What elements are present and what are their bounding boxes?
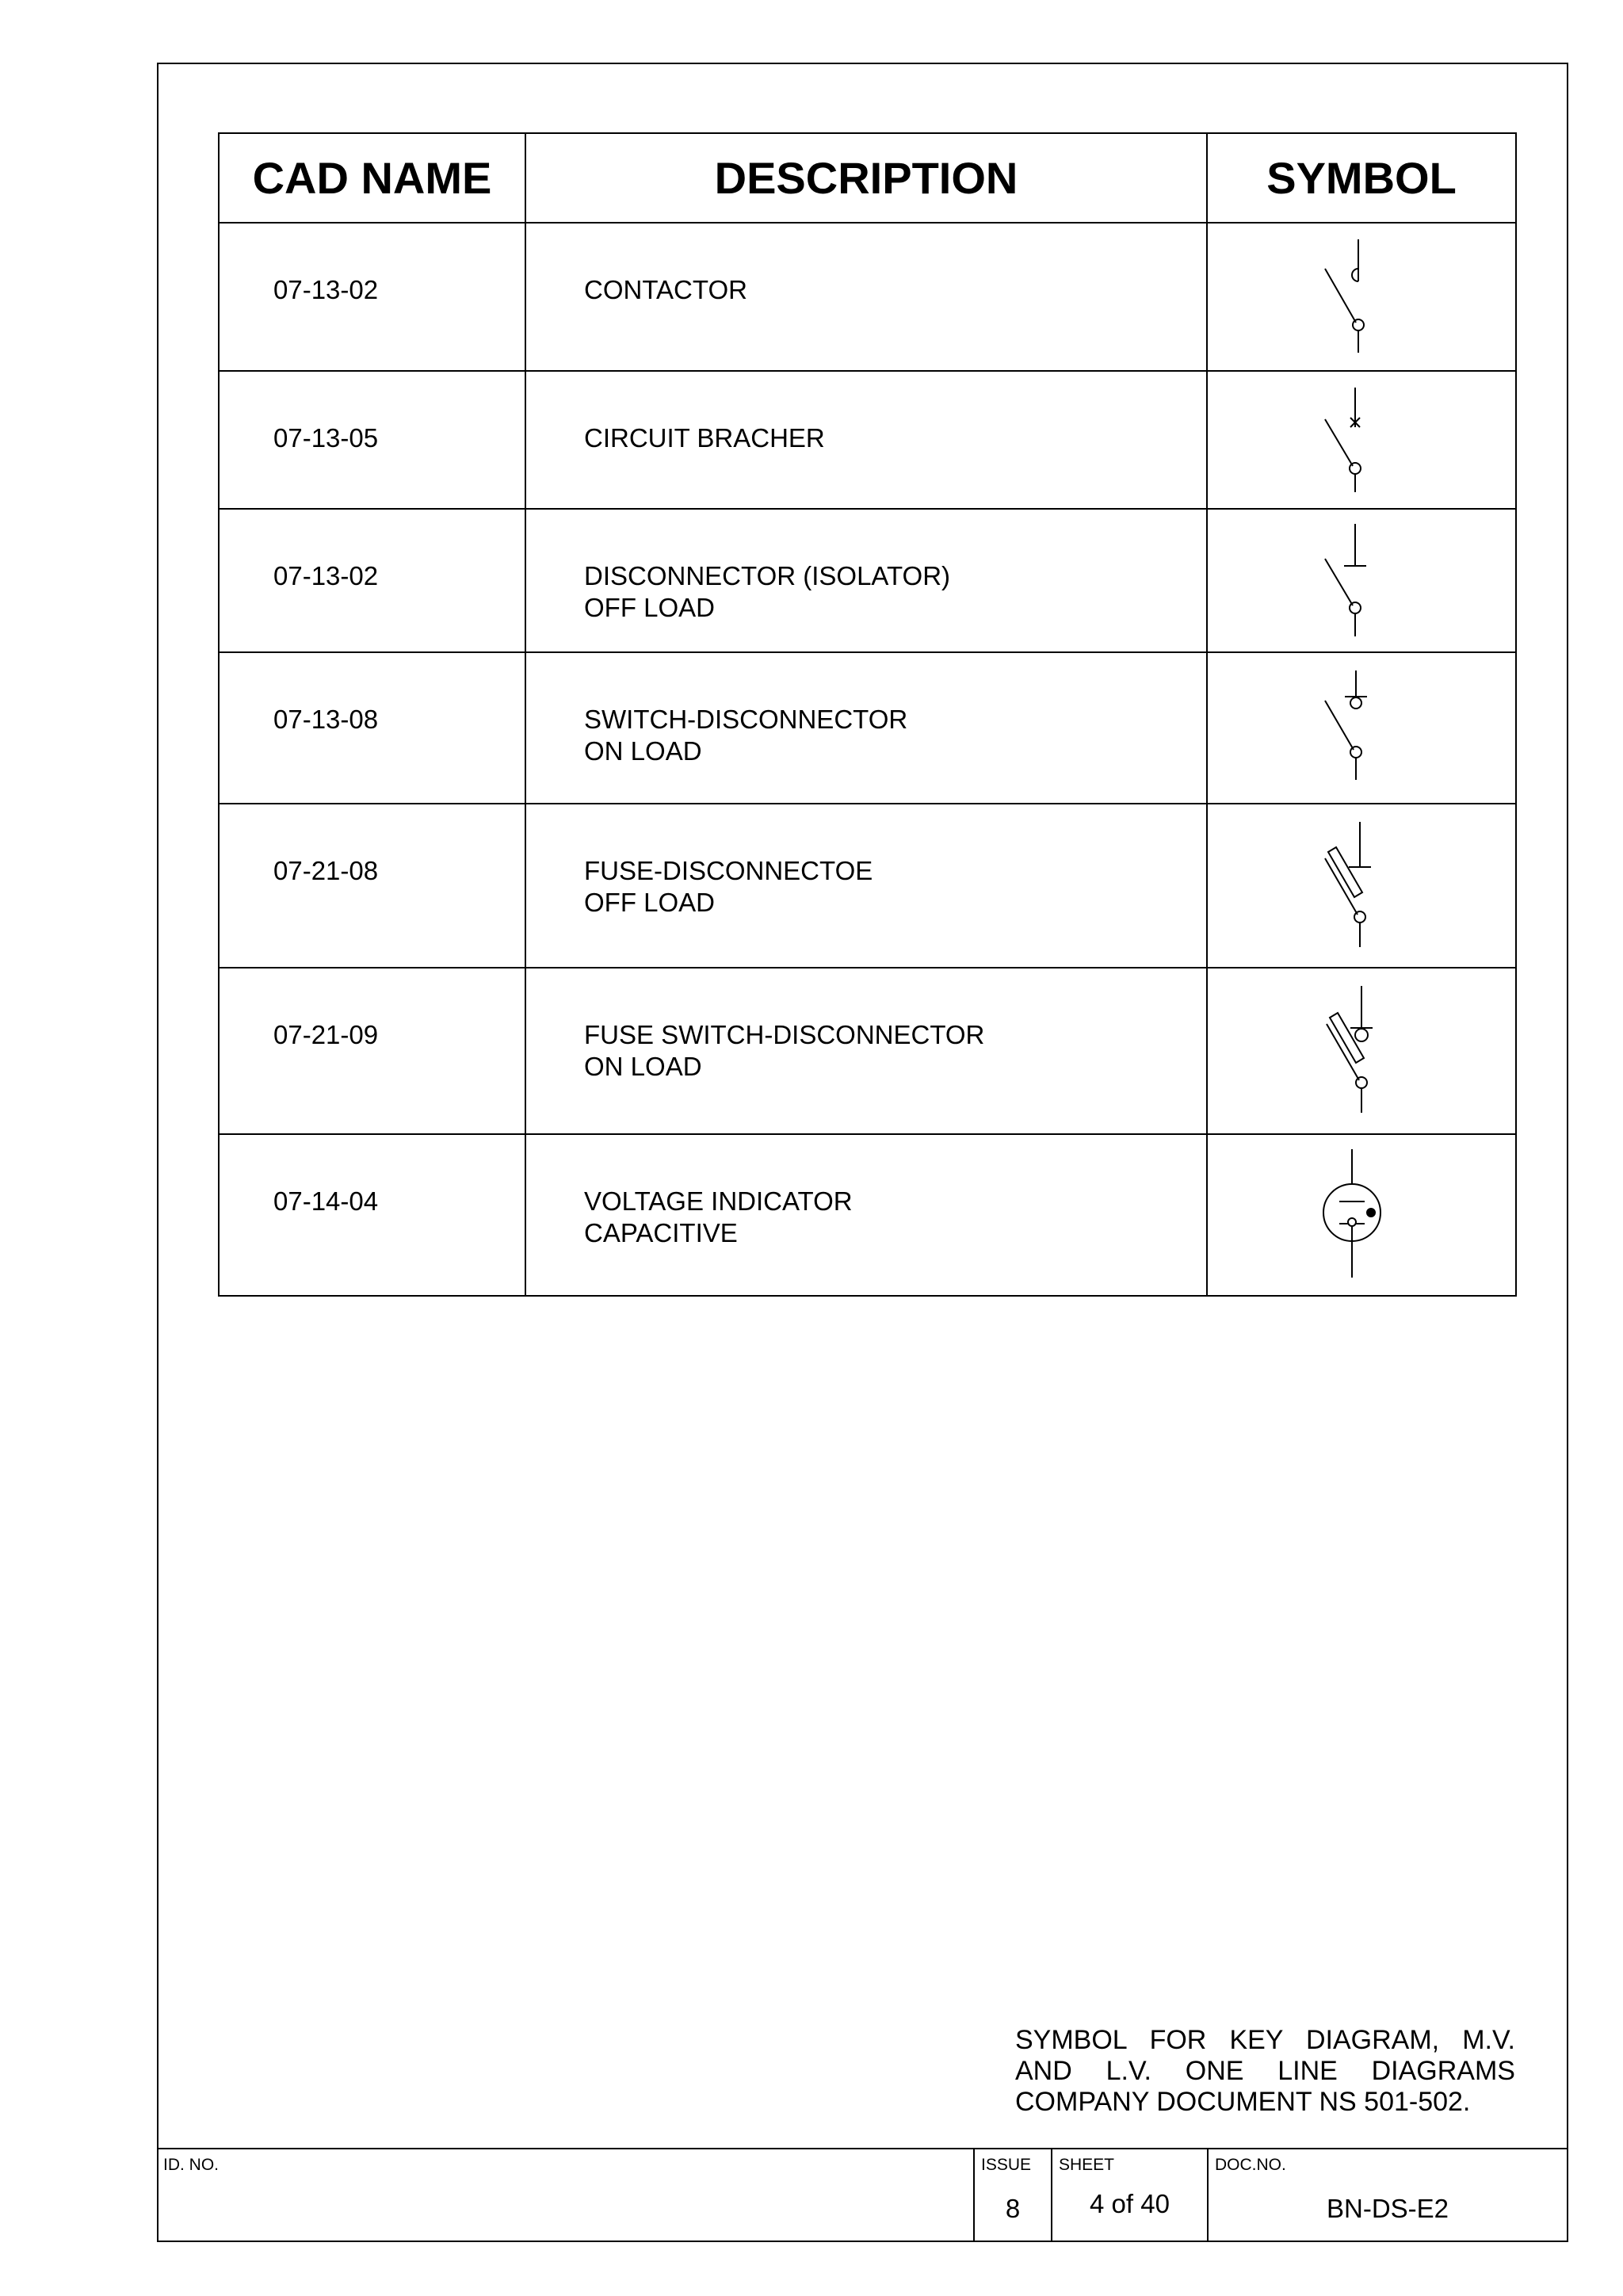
sheet-value: 4 of 40 xyxy=(1090,2189,1170,2218)
table-row xyxy=(219,804,1516,968)
description-line: SWITCH-DISCONNECTOR xyxy=(584,705,908,734)
cad-name-cell: 07-13-05 xyxy=(219,371,525,509)
table-header-row xyxy=(219,133,1516,223)
description-cell xyxy=(525,509,1207,652)
description-line: ON LOAD xyxy=(584,1052,702,1081)
table-row xyxy=(219,1134,1516,1296)
switch-disconnector-symbol-icon xyxy=(1208,653,1517,804)
symbol-cell xyxy=(1207,652,1516,804)
symbol-cell xyxy=(1207,509,1516,652)
doc-no-value: BN-DS-E2 xyxy=(1326,2194,1449,2223)
issue-cell xyxy=(973,2149,1051,2242)
description-line: FUSE-DISCONNECTOE xyxy=(584,856,873,885)
description-line: OFF LOAD xyxy=(584,593,716,622)
sheet-label: SHEET xyxy=(1059,2156,1115,2174)
table-row xyxy=(219,652,1516,804)
cad-name-cell: 07-21-09 xyxy=(219,968,525,1134)
id-no-cell xyxy=(157,2149,973,2242)
description-line: OFF LOAD xyxy=(584,888,716,917)
description-line: DISCONNECTOR (ISOLATOR) xyxy=(584,561,951,590)
symbol-cell xyxy=(1207,804,1516,968)
doc-no-label: DOC.NO. xyxy=(1215,2156,1286,2174)
description-line: CAPACITIVE xyxy=(584,1218,738,1247)
voltage-indicator-symbol-icon xyxy=(1208,1135,1517,1297)
issue-value: 8 xyxy=(1005,2194,1021,2223)
drawing-title-note: SYMBOL FOR KEY DIAGRAM, M.V. AND L.V. ONE LINE DIAGRAMS COMPANY DOCUMENT NS 501-502. xyxy=(1015,2025,1515,2117)
table-row xyxy=(219,968,1516,1134)
cad-name-cell: 07-21-08 xyxy=(219,804,525,968)
contactor-symbol-icon xyxy=(1208,223,1517,372)
symbol-cell xyxy=(1207,223,1516,371)
cad-name-cell: 07-13-02 xyxy=(219,509,525,652)
description-cell xyxy=(525,371,1207,509)
description-cell xyxy=(525,223,1207,371)
symbol-cell xyxy=(1207,968,1516,1134)
cad-name-cell: 07-13-08 xyxy=(219,652,525,804)
fuse-disconnector-symbol-icon xyxy=(1208,804,1517,968)
table-row xyxy=(219,509,1516,652)
symbol-cell xyxy=(1207,1134,1516,1296)
description-line: FUSE SWITCH-DISCONNECTOR xyxy=(584,1020,985,1049)
symbol-table xyxy=(218,132,1517,1297)
description-cell xyxy=(525,652,1207,804)
disconnector-symbol-icon xyxy=(1208,510,1517,653)
description-line: ON LOAD xyxy=(584,736,702,766)
description-cell xyxy=(525,1134,1207,1296)
issue-label: ISSUE xyxy=(981,2156,1032,2174)
cad-name-cell: 07-13-02 xyxy=(219,223,525,371)
description-line: VOLTAGE INDICATOR xyxy=(584,1186,853,1216)
description-cell xyxy=(525,968,1207,1134)
description-line: CONTACTOR xyxy=(584,275,747,304)
description-cell xyxy=(525,804,1207,968)
table-row xyxy=(219,371,1516,509)
header-symbol: SYMBOL xyxy=(1207,133,1516,223)
header-cad-name: CAD NAME xyxy=(219,133,525,223)
symbol-cell xyxy=(1207,371,1516,509)
table-row xyxy=(219,223,1516,371)
cad-name-cell: 07-14-04 xyxy=(219,1134,525,1296)
id-no-label: ID. NO. xyxy=(163,2156,220,2174)
description-line: CIRCUIT BRACHER xyxy=(584,423,825,453)
title-block xyxy=(157,2148,1568,2242)
fuse-switch-disconnector-symbol-icon xyxy=(1208,968,1517,1135)
header-description: DESCRIPTION xyxy=(525,133,1207,223)
circuit-breaker-symbol-icon xyxy=(1208,372,1517,510)
sheet-cell xyxy=(1051,2149,1207,2242)
doc-no-cell xyxy=(1207,2149,1567,2242)
